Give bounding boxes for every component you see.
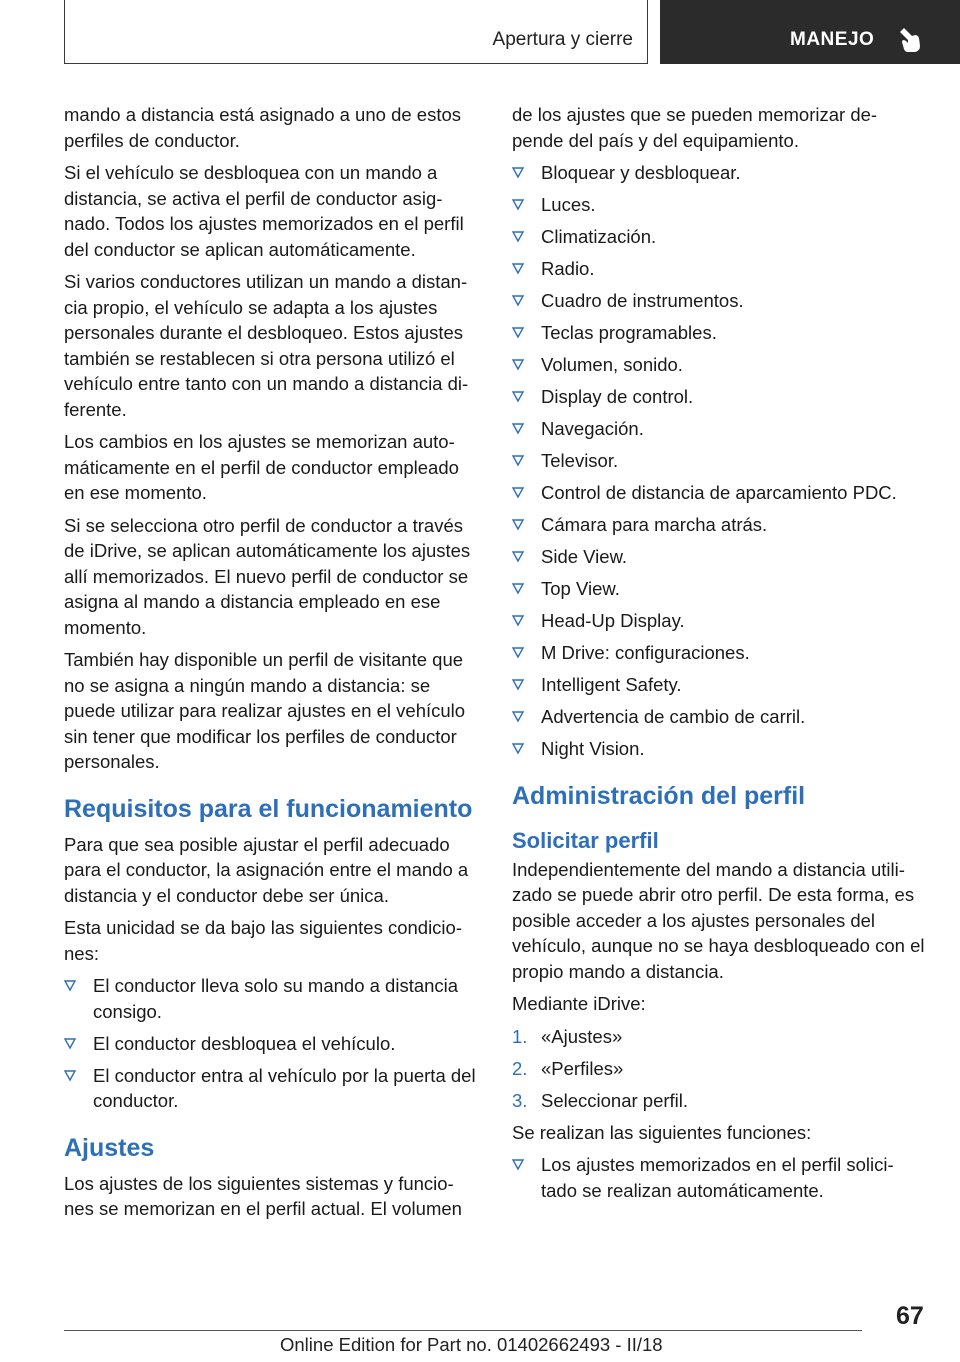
header-chapter-box (660, 0, 960, 64)
list-item: Bloquear y desbloquear. (512, 160, 926, 186)
list-item: Climatización. (512, 224, 926, 250)
list-item: Cámara para marcha atrás. (512, 512, 926, 538)
triangle-bullet-icon (512, 359, 524, 371)
list-item: Teclas programables. (512, 320, 926, 346)
paragraph: Si se selecciona otro perfil de conductor a través de iDrive, se aplican automáticamente los ajustes allí memorizados. El nuevo perfil de conductor se asigna al mando a distancia empleado en ese momento. (64, 514, 471, 638)
list-item: Radio. (512, 256, 926, 282)
triangle-bullet-icon (512, 711, 524, 723)
heading-solicitar: Solicitar perfil (512, 827, 659, 853)
step-item: 2. «Perfiles» (512, 1056, 926, 1082)
list-item: El conductor entra al vehículo por la puerta del conductor. (64, 1063, 480, 1114)
footer-divider (64, 1330, 862, 1331)
paragraph: Si varios conductores utilizan un mando a distan‐cia propio, el vehículo se adapta a los ajustes personales durante el desbloqueo. Estos ajustes también se restablecen si otra persona utilizó el vehículo entre tanto con un mando a distancia di‐ferente. (64, 271, 469, 420)
triangle-bullet-icon (512, 519, 524, 531)
triangle-bullet-icon (512, 551, 524, 563)
header-chapter-title: MANEJO (790, 29, 875, 50)
triangle-bullet-icon (512, 167, 524, 179)
paragraph: También hay disponible un perfil de visitante que no se asigna a ningún mando a distancia: se puede utilizar para realizar ajustes en el vehículo sin tener que modificar los perfiles de conductor personales. (64, 649, 466, 772)
page-number: 67 (896, 1302, 924, 1330)
heading-ajustes: Ajustes (64, 1133, 155, 1162)
list-item: Control de distancia de aparcamiento PDC. (512, 480, 926, 506)
triangle-bullet-icon (512, 391, 524, 403)
list-item: Intelligent Safety. (512, 672, 926, 698)
list-item: Advertencia de cambio de carril. (512, 704, 926, 730)
triangle-bullet-icon (512, 423, 524, 435)
results-list (512, 1152, 926, 1203)
paragraph: Los cambios en los ajustes se memorizan auto‐máticamente en el perfil de conductor empleado en ese momento. (64, 431, 459, 503)
triangle-bullet-icon (512, 1159, 524, 1171)
paragraph: mando a distancia está asignado a uno de estos perfiles de conductor. (64, 104, 462, 151)
step-number: 2. (512, 1057, 528, 1079)
paragraph: de los ajustes que se pueden memorizar de‐pende del país y del equipamiento. (512, 104, 878, 151)
paragraph: Si el vehículo se desbloquea con un mando a distancia, se activa el perfil de conductor asig‐nado. Todos los ajustes memorizados en el perfil del conductor se aplican automáticamente. (64, 162, 464, 260)
paragraph: Independientemente del mando a distancia utili‐zado se puede abrir otro perfil. De esta forma, es posible acceder a los ajustes personales del vehículo, aunque no se haya desbloqueado con el propio mando a distancia. (512, 858, 925, 982)
paragraph: Se realizan las siguientes funciones: (512, 1121, 812, 1143)
step-item: 1. «Ajustes» (512, 1024, 926, 1050)
step-number: 1. (512, 1025, 528, 1047)
right-column (512, 102, 926, 1210)
triangle-bullet-icon (512, 583, 524, 595)
list-item: Top View. (512, 576, 926, 602)
triangle-bullet-icon (512, 647, 524, 659)
list-item: Display de control. (512, 384, 926, 410)
conditions-list (64, 973, 480, 1114)
steps-list (512, 1024, 926, 1114)
left-column (64, 102, 480, 1229)
list-item: El conductor desbloquea el vehículo. (64, 1031, 480, 1057)
list-item: Cuadro de instrumentos. (512, 288, 926, 314)
header-section-title: Apertura y cierre (492, 29, 633, 50)
systems-list (512, 160, 926, 762)
triangle-bullet-icon (64, 980, 76, 992)
list-item: Luces. (512, 192, 926, 218)
paragraph: Para que sea posible ajustar el perfil adecuado para el conductor, la asignación entre el mando a distancia y el conductor debe ser única. (64, 833, 469, 906)
paragraph: Los ajustes de los siguientes sistemas y funcio‐nes se memorizan en el perfil actual. El volumen (64, 1172, 462, 1219)
paragraph: Mediante iDrive: (512, 993, 646, 1014)
heading-requisitos: Requisitos para el funcionamiento (64, 794, 473, 823)
triangle-bullet-icon (512, 231, 524, 243)
heading-administracion: Administración del perfil (512, 781, 806, 810)
triangle-bullet-icon (512, 487, 524, 499)
list-item: El conductor lleva solo su mando a distancia consigo. (64, 973, 480, 1024)
triangle-bullet-icon (512, 199, 524, 211)
triangle-bullet-icon (64, 1070, 76, 1082)
step-number: 3. (512, 1089, 528, 1111)
steering-hand-icon (896, 26, 924, 54)
triangle-bullet-icon (64, 1038, 76, 1050)
step-item: 3. Seleccionar perfil. (512, 1088, 926, 1114)
list-item: Night Vision. (512, 736, 926, 762)
triangle-bullet-icon (512, 455, 524, 467)
list-item: Head-Up Display. (512, 608, 926, 634)
list-item: Navegación. (512, 416, 926, 442)
triangle-bullet-icon (512, 679, 524, 691)
list-item: M Drive: configuraciones. (512, 640, 926, 666)
header-section-box (64, 0, 648, 64)
list-item: Los ajustes memorizados en el perfil solici‐tado se realizan automáticamente. (512, 1152, 926, 1203)
list-item: Volumen, sonido. (512, 352, 926, 378)
triangle-bullet-icon (512, 743, 524, 755)
triangle-bullet-icon (512, 263, 524, 275)
list-item: Televisor. (512, 448, 926, 474)
triangle-bullet-icon (512, 327, 524, 339)
list-item: Side View. (512, 544, 926, 570)
triangle-bullet-icon (512, 615, 524, 627)
footer-edition: Online Edition for Part no. 01402662493 - II/18 (280, 1334, 663, 1355)
paragraph: Esta unicidad se da bajo las siguientes condicio‐nes: (64, 917, 462, 964)
triangle-bullet-icon (512, 295, 524, 307)
